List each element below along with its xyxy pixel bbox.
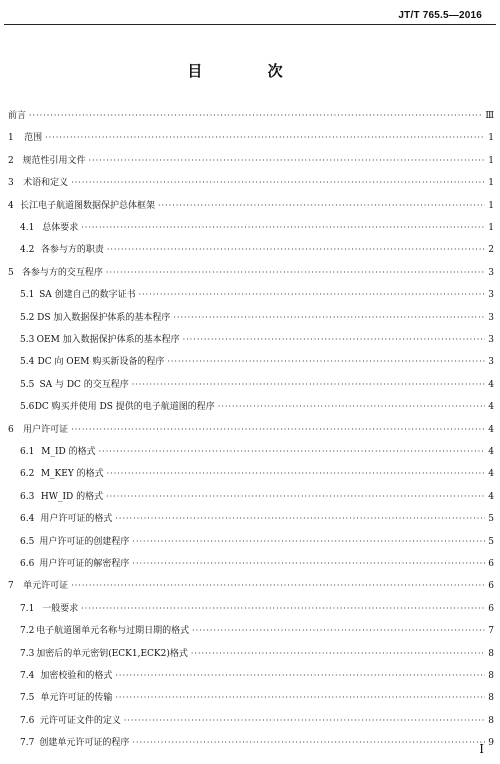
dot-leader xyxy=(124,713,485,729)
toc-entry-number: 6.6 xyxy=(20,559,35,569)
toc-entry-page: 4 xyxy=(488,402,494,413)
dot-leader xyxy=(115,668,485,684)
toc-entry-title: 创建单元许可证的程序 xyxy=(39,738,130,749)
dot-leader xyxy=(132,735,485,751)
toc-entry-page: 4 xyxy=(488,447,494,457)
dot-leader xyxy=(45,130,485,146)
toc-entry-page: 3 xyxy=(488,290,494,301)
toc-entry-title: 一般要求 xyxy=(42,603,79,614)
toc-entry[interactable] xyxy=(20,242,494,258)
toc-entry-number: 6.2 xyxy=(20,469,35,480)
toc-entry-number: 5.4 xyxy=(20,357,35,368)
toc-entry[interactable] xyxy=(20,690,494,706)
toc-entry[interactable] xyxy=(20,623,494,639)
toc-entry-page: 5 xyxy=(488,536,494,547)
dot-leader xyxy=(115,690,485,706)
toc-entry-number: 4 xyxy=(8,200,14,211)
toc-entry-number: 7.5 xyxy=(20,693,35,704)
toc-entry-title: DC 向 OEM 购买新设备的程序 xyxy=(37,357,165,368)
standard-code: JT/T 765.5—2016 xyxy=(398,10,482,21)
toc-entry[interactable] xyxy=(20,332,494,348)
toc-entry-title: 各参与方的交互程序 xyxy=(21,267,103,278)
dot-leader xyxy=(192,623,485,639)
toc-entry-page: 9 xyxy=(488,738,494,749)
dot-leader xyxy=(132,377,485,393)
toc-entry[interactable] xyxy=(20,511,494,527)
toc-entry-page: 8 xyxy=(488,671,494,681)
toc-entry[interactable] xyxy=(8,198,494,214)
toc-entry-number: 5.2 xyxy=(20,312,35,323)
toc-entry-title: 元许可证文件的定义 xyxy=(39,715,121,726)
toc-entry-page: 8 xyxy=(488,715,494,726)
toc-entry-page: 1 xyxy=(488,155,494,166)
toc-entry[interactable] xyxy=(20,377,494,393)
toc-entry-title: 单元许可证的传输 xyxy=(40,693,113,704)
toc-entry-page: 1 xyxy=(488,223,494,233)
toc-entry[interactable] xyxy=(20,601,494,617)
dot-leader xyxy=(71,422,485,438)
toc-entry-number: 7.2 xyxy=(20,626,35,637)
toc-entry-number: 7.1 xyxy=(20,603,35,614)
toc-entry-page: 6 xyxy=(488,559,494,569)
dot-leader xyxy=(71,175,485,191)
toc-entry-number: 4.1 xyxy=(20,223,35,233)
toc-entry-page: 3 xyxy=(488,335,494,345)
toc-entry[interactable] xyxy=(20,399,494,415)
toc-entry-title: 范围 xyxy=(24,133,43,144)
toc-entry-page: 3 xyxy=(488,357,494,368)
toc-entry[interactable] xyxy=(20,646,494,662)
toc-entry[interactable] xyxy=(8,175,494,191)
toc-entry-title: 各参与方的职责 xyxy=(40,245,104,256)
dot-leader xyxy=(71,578,485,594)
toc-entry-number: 5.3 xyxy=(20,335,35,345)
toc-entry[interactable] xyxy=(20,489,494,505)
toc-entry[interactable] xyxy=(20,354,494,370)
toc-entry-number: 3 xyxy=(8,178,14,189)
dot-leader xyxy=(107,466,486,482)
toc-entry-number: 6.1 xyxy=(20,447,35,457)
dot-leader xyxy=(99,444,486,460)
toc-entry-number: 7 xyxy=(8,581,14,592)
dot-leader xyxy=(106,265,485,281)
toc-entry-number: 5.6 xyxy=(20,402,35,413)
toc-entry[interactable] xyxy=(20,444,494,460)
toc-entry[interactable] xyxy=(8,422,494,438)
dot-leader xyxy=(81,601,485,617)
toc-entry-page: 6 xyxy=(488,603,494,614)
toc-entry-number: 7.3 xyxy=(20,648,35,659)
toc-entry-number: 6 xyxy=(8,424,14,435)
toc-entry-number: 5 xyxy=(8,267,14,278)
toc-entry-page: 4 xyxy=(488,379,494,390)
toc-entry[interactable] xyxy=(20,735,494,751)
dot-leader xyxy=(167,354,485,370)
toc-entry-title: 电子航道图单元名称与过期日期的格式 xyxy=(36,626,190,637)
dot-leader xyxy=(115,511,485,527)
toc-entry-page: 4 xyxy=(488,491,494,502)
toc-entry[interactable] xyxy=(8,108,494,124)
toc-entry-title: DC 购买并使用 DS 提供的电子航道图的程序 xyxy=(34,402,215,413)
toc-entry[interactable] xyxy=(8,130,494,146)
toc-entry-number: 6.4 xyxy=(20,514,35,525)
toc-entry-page: 2 xyxy=(488,245,494,256)
toc-entry-number: 5.5 xyxy=(20,379,35,390)
toc-entry-title: SA 创建自己的数字证书 xyxy=(39,290,136,301)
toc-entry-title: 前言 xyxy=(8,111,27,121)
dot-leader xyxy=(132,556,485,572)
toc-entry-title: HW_ID 的格式 xyxy=(40,491,104,502)
toc-entry-page: 3 xyxy=(488,267,494,278)
dot-leader xyxy=(218,399,485,415)
toc-entry-title: 加密后的单元密钥(ECK1,ECK2)格式 xyxy=(36,648,188,659)
toc-entry[interactable] xyxy=(20,220,494,236)
toc-entry-title: 用户许可证的创建程序 xyxy=(39,536,130,547)
toc-entry-number: 4.2 xyxy=(20,245,35,256)
toc-entry-number: 7.4 xyxy=(20,671,35,681)
dot-leader xyxy=(29,108,482,124)
toc-entry-title: SA 与 DC 的交互程序 xyxy=(39,379,129,390)
toc-entry[interactable] xyxy=(20,287,494,303)
toc-entry-page: 4 xyxy=(488,424,494,435)
toc-entry-page: 8 xyxy=(488,648,494,659)
dot-leader xyxy=(139,287,486,303)
dot-leader xyxy=(89,153,486,169)
dot-leader xyxy=(183,332,486,348)
dot-leader xyxy=(106,489,485,505)
toc-entry-page: 4 xyxy=(488,469,494,480)
toc-entry-title: DS 加入数据保护体系的基本程序 xyxy=(37,312,171,323)
dot-leader xyxy=(191,646,485,662)
dot-leader xyxy=(81,220,485,236)
toc-entry-page: 7 xyxy=(488,626,494,637)
toc-entry[interactable] xyxy=(20,310,494,326)
page-title: 目 次 xyxy=(187,62,313,80)
toc-entry[interactable] xyxy=(8,265,494,281)
toc-entry-number: 2 xyxy=(8,155,14,166)
toc-entry-page: Ⅲ xyxy=(485,111,494,121)
dot-leader xyxy=(132,534,485,550)
toc-entry-number: 7.6 xyxy=(20,715,35,726)
toc-entry-title: 用户许可证的解密程序 xyxy=(39,559,130,569)
toc-entry-page: 6 xyxy=(488,581,494,592)
toc-entry-page: 1 xyxy=(488,133,494,144)
toc-entry[interactable] xyxy=(20,534,494,550)
header-rule xyxy=(4,24,496,25)
toc-entry-page: 1 xyxy=(488,200,494,211)
toc-entry-number: 6.3 xyxy=(20,491,35,502)
dot-leader xyxy=(107,242,485,258)
toc-entry-title: 规范性引用文件 xyxy=(22,155,86,166)
toc-entry[interactable] xyxy=(20,466,494,482)
dot-leader xyxy=(158,198,485,214)
toc-entry-page: 8 xyxy=(488,693,494,704)
toc-entry-title: 单元许可证 xyxy=(23,581,69,592)
toc-entry-page: 1 xyxy=(488,178,494,189)
toc-entry-number: 7.7 xyxy=(20,738,35,749)
toc-entry-number: 1 xyxy=(8,133,14,144)
dot-leader xyxy=(173,310,485,326)
toc-entry-title: 术语和定义 xyxy=(23,178,69,189)
toc-entry-number: 6.5 xyxy=(20,536,35,547)
toc-entry-title: 加密校验和的格式 xyxy=(40,671,113,681)
toc-entry[interactable] xyxy=(8,578,494,594)
toc-entry-number: 5.1 xyxy=(20,290,35,301)
toc-entry[interactable] xyxy=(20,668,494,684)
toc-entry-page: 3 xyxy=(488,312,494,323)
toc-entry-title: OEM 加入数据保护体系的基本程序 xyxy=(36,335,180,345)
toc-entry-page: 5 xyxy=(488,514,494,525)
toc-entry-title: 长江电子航道图数据保护总体框架 xyxy=(20,200,156,211)
toc-entry[interactable] xyxy=(8,153,494,169)
page-folio: Ⅰ xyxy=(479,742,484,756)
toc-entry[interactable] xyxy=(20,713,494,729)
toc-entry-title: M_KEY 的格式 xyxy=(40,469,104,480)
toc-entry-title: M_ID 的格式 xyxy=(41,447,96,457)
toc-entry[interactable] xyxy=(20,556,494,572)
toc-entry-title: 用户许可证 xyxy=(23,424,69,435)
toc-entry-title: 总体要求 xyxy=(42,223,79,233)
toc-entry-title: 用户许可证的格式 xyxy=(40,514,113,525)
